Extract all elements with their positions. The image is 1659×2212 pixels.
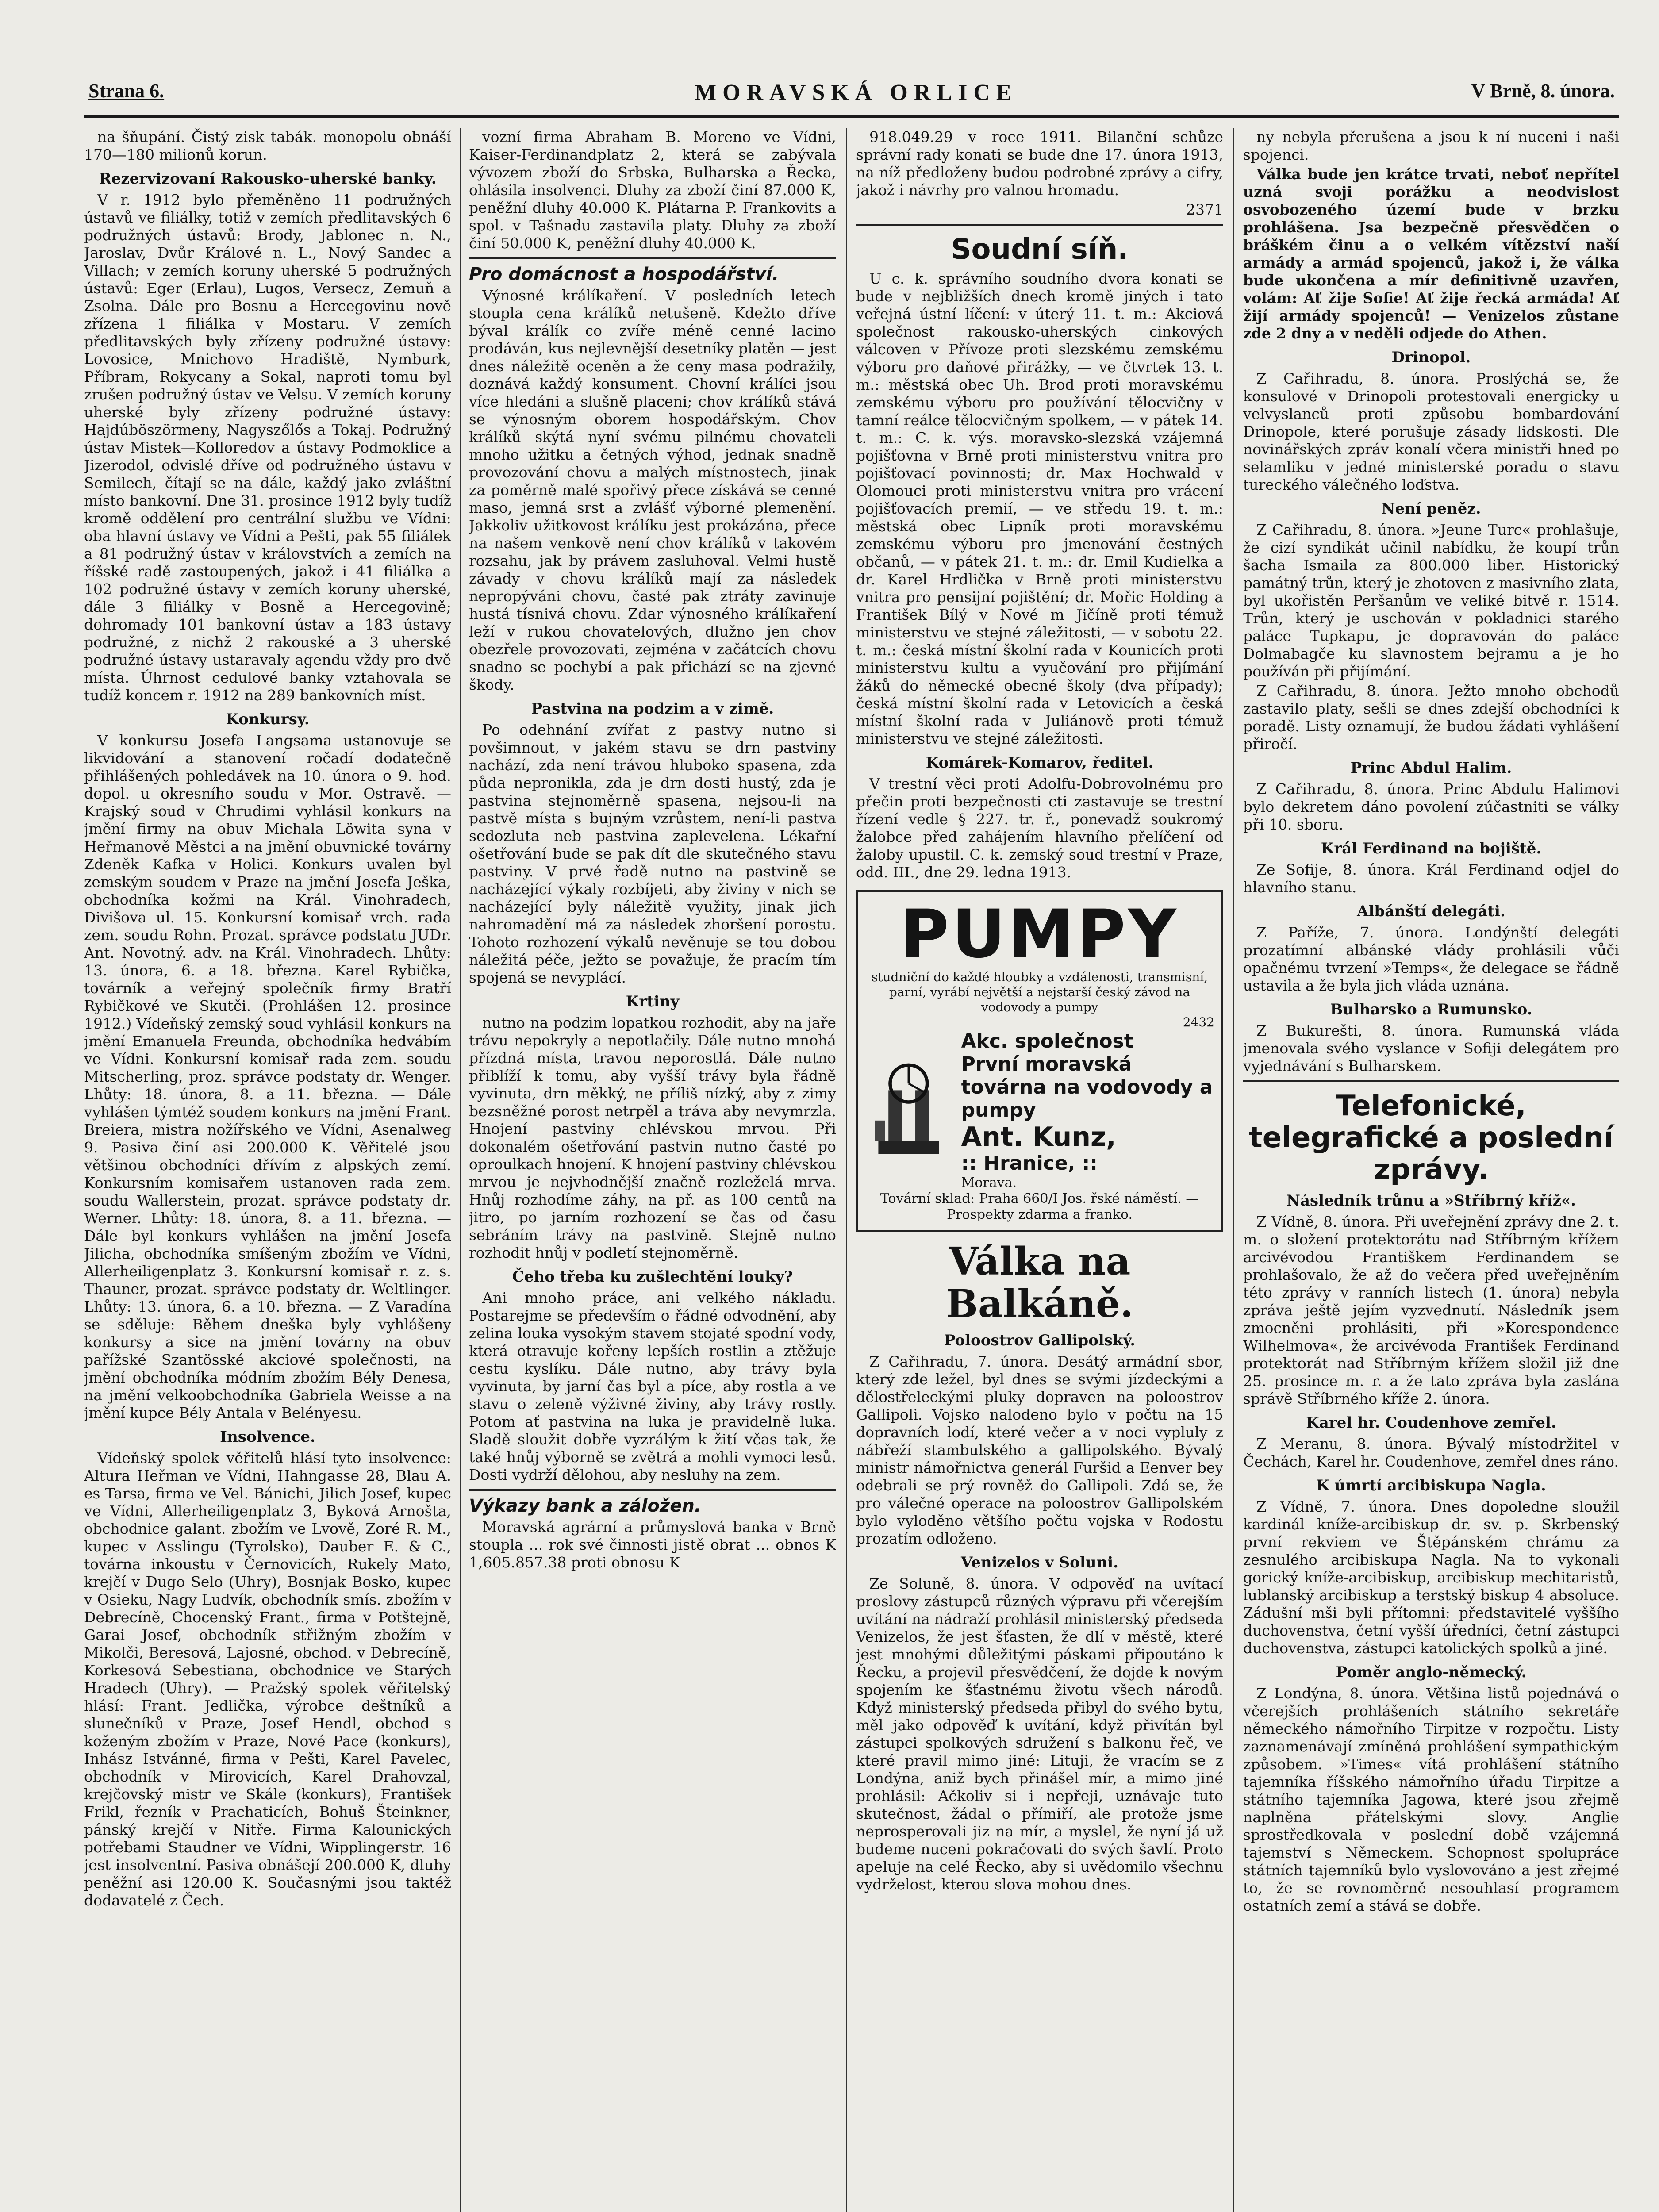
- paragraph: Z Cařihradu, 8. února. Proslýchá se, že konsulové v Drinopoli protestovali energicky u velvyslanců proti způsobu bombardování Drinopole, které porušuje zásady lidskosti. Dle novinářských zpráv konalí včera ministři hned po selamliku v jedné ministerské poradu o stavu tureckého válečného loďstva.: [1243, 370, 1619, 493]
- paragraph: Ze Soluně, 8. února. V odpověď na uvítací proslovy zástupců různých výpravu při včerejším uvítání na nádraží prohlásil ministerský předseda Venizelos, že jest šťasten, že dlí v městě, které jest mnohými důležitými páskami připoutáno k Řecku, a projevil přesvědčení, že dojde k novým spojením ke šťastnému životu všech národů. Když ministerský předseda přibyl do svého bytu, měl jako odpověď k uvítání, když přivítán byl zástupci spolkových sdružení s balkonu řeč, ve které pravil mimo jiné: Lituji, že vracím se z Londýna, aniž bych přinášel mír, a mimo jiné prohlásil: Ačkoliv si i nepřeji, uznávaje tuto skutečnost, žádal o přímiří, ale protože jsme neprosperovali jiz na mír, a myslel, že nyní já už budeme nuceni pokračovati do svých šavlí. Proto apeluje na celé Řecko, aby si uvědomilo všechnu vydrželost, kterou slova mohou dnes.: [856, 1575, 1223, 1893]
- paragraph: V r. 1912 bylo přeměněno 11 podružných ústavů ve filiálky, totiž v zemích předlitavských 6 podružných ústavů: Brody, Jablonec n. N., Jaroslav, Dvůr Králové n. L., Nový Sandec a Villach; v zemích koruny uherské 5 podružných ústavů: Eger (Erlau), Lugos, Versecz, Zemuň a Zsolna. Dále pro Bosnu a Hercegovinu nově zřízena 1 filiálka v Mostaru. V zemích předlitavských byly zřízeny podružné ústavy: Lovosice, Mnichovo Hradiště, Nymburk, Příbram, Rokycany a Sokal, naproti tomu byl zrušen podružný ústav ve Velsu. V zemích koruny uherské byly zřízeny podružné ústavy: Hajdúböszörmeny, Nagyszőlős a Tokaj. Podružný ústav Mistek—Kolloredov a ústavy Podmoklice a Jizerodol, odvislé dříve od podružného ústavu v Semilech, čítají se na dále, každý jako zvláštní místo bankovní. Dne 31. prosince 1912 byly tudíž kromě oddělení pro centrální službu ve Vídni: oba hlavní ústavy ve Vídni a Pešti, pak 55 filiálek a 81 podružný ústav v královstvích a zemích na říšské radě zastoupených, jakož i 41 filiálka a 102 podružné ústavy v zemích koruny uherské, dále 3 filiálky v Bosně a Hercegovině; dohromady 101 bankovní ústav a 183 ústavy podružné, z nichž 2 rakouské a 3 uherské podružné ústavy ustaravaly agendu vždy pro dvě místa. Úhrnost cedulové banky vztahovala se tudíž koncem r. 1912 na 289 bankovních míst.: [84, 191, 451, 704]
- section-heading: Pastvina na podzim a v zimě.: [531, 700, 774, 718]
- ad-place: :: Hranice, ::: [961, 1152, 1098, 1175]
- paragraph: Po odehnání zvířat z pastvy nutno si povšimnout, v jakém stavu se drn pastviny nachází, zda není trávou hluboko spasena, zda půda nepronikla, zda je drn dosti hustý, zda je pastvina stejnoměrně spasena, nejsou-li na pastvě místa s bujným vzrůstem, není-li pastva sedozluta neb pastvina zaplevelena. Lékařní ošetřování bude se pak dít dle skutečného stavu pastviny. V prvé řadě nutno na pastvině se nacházející výkaly rozbíjeti, aby živiny v nich se nacházející byly náležitě využity, jinak jich nahromadění má za následek zhoršení porostu. Tohoto rozhození výkalů nevěnuje se tou dobou náležitá péče, ježto se považuje, že pracím tím spojená se nevyplácí.: [469, 721, 836, 986]
- paragraph: Vídeňský spolek věřitelů hlásí tyto insolvence: Altura Heřman ve Vídni, Hahngasse 28, Blau A. es Tarsa, firma ve Vel. Bánichi, Jilich Josef, kupec ve Vídni, Allerheiligenplatz 3, Byková Arnošta, obchodnice galant. zbožím ve Lvově, Zoré R. M., kupec v Asslingu (Tyrolsko), Dauber E. & C., továrna inkoustu v Černovicích, Rukely Mato, krejčí v Dugo Selo (Uhry), Bosnjak Bosko, kupec v Osieku, Nagy Ludvík, obchodník smís. zbožím v Debrecíně, Chocenský Frant., firma v Potštejně, Garai Josef, obchodník střižným zbožím v Mikolči, Beresová, Lajosné, obchod. v Debrecíně, Korkesová Sebestiana, obchodnice ve Starých Hradech (Uhry). — Pražský spolek věřitelský hlásí: Frant. Jedlička, výrobce deštníků a slunečníků v Praze, Josef Hendl, obchod s koženým zbožím v Praze, Nové Pace (konkurs), Inhász Istvánné, firma v Pešti, Karel Pavelec, obchodník v Mirovicích, Karel Drahovzal, krejčovský mistr ve Skále (konkurs), František Frikl, řezník v Prachaticích, Bohuš Šteinkner, pánský krejčí v Nitře. Firma Kalounických potřebami Staudner ve Vídni, Wipplingerstr. 16 jest insolventní. Pasiva obnášejí 200.000 K, dluhy peněžní asi 120.00 K. Současnými jsou taktéž dodavatelé z Čech.: [84, 1449, 451, 1909]
- divider: [1243, 1080, 1619, 1082]
- column-4: [1243, 128, 1619, 2212]
- column-rule: [846, 128, 847, 2212]
- paragraph: 918.049.29 v roce 1911. Bilanční schůze správní rady konati se bude dne 17. února 1913, na níž předloženy budou podrobné zprávy a cifry, jakož i návrhy pro valnou hromadu.: [856, 128, 1223, 199]
- section-heading: Insolvence.: [220, 1428, 315, 1446]
- column-1: [84, 128, 451, 2212]
- ad-number: 2371: [1186, 201, 1223, 218]
- section-heading: Není peněz.: [1381, 500, 1481, 518]
- page-number: Strana 6.: [88, 80, 165, 102]
- paragraph: Z Vídně, 8. února. Při uveřejnění zprávy dne 2. t. m. o složení protektorátu nad Stříbrným křížem arcivévodou Františkem Ferdinandem se prohlašovalo, že až do večera před uveřejněním této zprávy v ranních listech (1. února) nebyla zpráva ještě jejím vyzvednutí. Následník jsem zmocněni prohlásiti, při »Korespondence Wilhelmova«, že arcivévoda František Ferdinand protektorát nad Stříbrným křížem složil již dne 25. prosince m. r. a že tato zpráva byla zaslána správě Stříbrného kříže 2. února.: [1243, 1213, 1619, 1407]
- section-heading: Čeho třeba ku zušlechtění louky?: [512, 1268, 793, 1286]
- ad-company: továrna na vodovody a pumpy: [961, 1076, 1213, 1121]
- section-heading: Drinopol.: [1391, 349, 1471, 366]
- paragraph: Z Paříže, 7. února. Londýnští delegáti prozatímní albánské vlády prohlásili vůči opačnému tvrzení »Temps«, že delegace se řádně ustavila a že byla jich vláda uznána.: [1243, 924, 1619, 994]
- paragraph: Z Cařihradu, 8. února. Princ Abdulu Halimovi bylo dekretem dáno povolení zúčastniti se války při 10. sboru.: [1243, 780, 1619, 833]
- ad-text: studniční do každé hloubky a vzdálenosti, transmisní, parní, vyrábí největší a nejstarší český závod na vodovody a pumpy: [871, 970, 1208, 1014]
- paragraph: V konkursu Josefa Langsama ustanovuje se likvidování a stanovení ročadí dodatečně přihlášených pohledávek na 10. února o 9. hod. dopol. u okresního soudu v Mor. Ostravě. — Krajský soud v Chrudimi vyhlásil konkurs na jmění firmy na obuv Michala Löwita syna v Heřmanově Městci a na jmění obuvnické továrny Zdeněk Kafka v Holici. Konkurs uvalen byl zemským soudem v Praze na jmění Josefa Ješka, obchodníka kožmi na Král. Vinohradech, Divišova ul. 15. Konkursní komisař vrch. rada zem. soudu Rohn. Prozat. správce podstatu JUDr. Ant. Novotný. adv. na Král. Vinohradech. Lhůty: 13. února, 6. a 18. března. Karel Rybička, továrník a veřejný společník firmy Bratří Rybičkové ve Skutči. (Prohlášen 12. prosince 1912.) Vídeňský zemský soud vyhlásil konkurs na jmění Emanuela Freunda, obchodníka hedvábím ve Vídni. Konkursní komisař rada zem. soudu Mitscherling, proz. správce podstaty dr. Wenger. Lhůty: 18. února, 8. a 11. března. — Dále vyhlášen týmtéž soudem konkurs na jmění Frant. Breiera, mistra nožířského ve Vídni, Asenalweg 9. Pasiva činí asi 200.000 K. Věřitelé jsou většinou obchodníci dřívím z alpských zemí. Konkursním komisařem ustanoven rada zem. soudu Wallerstein, prozat. správce podstaty dr. Werner. Lhůty: 18. února, 8. a 11. března. — Dále byl konkurs vyhlášen na jmění Josefa Jilicha, obchodníka smíšeným zbožím ve Vídni, Allerheiligenplatz 3. Konkursní komisař r. z. s. Thauner, prozat. správce podstaty dr. Weltlinger. Lhůty: 13. února, 6. a 10. března. — Z Varadína se sděluje: Během dneška byly vyhlášeny konkursy a sice na jmění továrny na obuv pařížské Szantösské akciové společnosti, na jmění obchodníka módním zbožím Bély Denesa, na jmění velkoobchodníka Gabriela Weisse a na jmění kupce Bély Antala v Belényesu.: [84, 732, 451, 1421]
- divider: [856, 224, 1223, 226]
- paragraph: nutno na podzim lopatkou rozhodit, aby na jaře trávu nepokryly a nepotlačily. Dále nutno mnohá přízdná místa, travou neporostlá. Dále nutno přiblíží k tomu, aby vyšší trávy byla řádně vyvinuta, drn měkký, ne příliš nízký, aby z zimy bezsněžné porost netrpěl a tráva aby nevymrzla. Hnojení pastviny chlévskou mrvou. Při dokonalém ošetřování pastvin nutno časté po oproulkach hnojení. K hnojení pastviny chlévskou mrvou je nejvhodnější značně rozleželá mrva. Hnůj rozhodíme záhy, na př. as 100 centů na jitro, po jarním rozhození se čas od času sebráním trávy na pastvině. Stejně nutno rozhodit hnůj v podletí stejnoměrně.: [469, 1014, 836, 1261]
- newspaper-page: [84, 66, 1619, 2212]
- paragraph: Z Vídně, 7. února. Dnes dopoledne sloužil kardinál kníže-arcibiskup dr. sv. p. Skrbenský první rekviem ve Štěpánském chrámu za zesnulého arcibiskupa Nagla. Na to vykonali gorický kníže-arcibiskup, arcibiskup mechitaristů, lublanský arcibiskup a terstský biskup 4 absoluce. Zádušní mši byli přítomni: představitelé vyššího duchovenstva, četní vyšší úředníci, četní zástupci duchovenstva, zástupci katolických spolků a jiné.: [1243, 1498, 1619, 1657]
- section-heading: K úmrtí arcibiskupa Nagla.: [1316, 1477, 1546, 1494]
- issue-date: V Brně, 8. února.: [1471, 80, 1615, 102]
- paragraph: vozní firma Abraham B. Moreno ve Vídni, Kaiser-Ferdinandplatz 2, která se zabývala vývozem zboží do Srbska, Bulharska a Řecka, ohlásila insolvenci. Dluhy za zboží činí 87.000 K, peněžní dluhy 40.000 K. Plátarna P. Frankovits a spol. v Tašnadu zastavila platy. Dluhy za zboží činí 50.000 K, peněžní dluhy 40.000 K.: [469, 128, 836, 252]
- section-heading: Albánští delegáti.: [1357, 902, 1505, 920]
- divider: [469, 257, 836, 259]
- ad-company: Akc. společnost: [961, 1030, 1133, 1052]
- paragraph: Z Meranu, 8. února. Bývalý místodržitel v Čechách, Karel hr. Coudenhove, zemřel dnes ráno.: [1243, 1435, 1619, 1470]
- ad-company: První moravská: [961, 1053, 1132, 1075]
- section-heading: Konkursy.: [226, 710, 310, 728]
- section-heading: Válka na Balkáně.: [946, 1239, 1133, 1326]
- column-rule: [1233, 128, 1234, 2212]
- paragraph: Moravská agrární a průmyslová banka v Brně stoupla ... rok své činnosti jistě obrat ... obnos K 1,605.857.38 proti obnosu K: [469, 1518, 836, 1571]
- section-heading: Komárek-Komarov, ředitel.: [926, 754, 1154, 772]
- paragraph: Ze Sofije, 8. února. Král Ferdinand odjel do hlavního stanu.: [1243, 861, 1619, 896]
- section-heading: Telefonické, telegrafické a poslední zprávy.: [1249, 1090, 1613, 1186]
- paragraph: Z Bukurešti, 8. února. Rumunská vláda jmenovala svého vyslance v Sofiji delegátem pro vyjednávání s Bulharskem.: [1243, 1022, 1619, 1075]
- ad-owner: Ant. Kunz,: [961, 1121, 1116, 1152]
- paragraph: na šňupání. Čistý zisk tabák. monopolu obnáší 170—180 milionů korun.: [84, 128, 451, 163]
- ad-brand: PUMPY: [900, 896, 1179, 973]
- ad-number: 2432: [1183, 1015, 1214, 1029]
- section-heading: Krtiny: [626, 993, 680, 1010]
- paragraph: Ani mnoho práce, ani velkého nákladu. Postarejme se především o řádné odvodnění, aby zelina louka vysokým stavem stojaté spodní vody, která otravuje kořeny lepších rostlin a ztěžuje cestu kyslíku. Dále nutno, aby trávy byla vyvinuta, by jarní čas byl a píce, aby rostla a ve stavu o zeleně výživné živiny, aby trávy rostly. Potom ať pastvina na luka je pravidelně luka. Sladě sloužit dobře vyzrálým k žití včas tak, že také hnůj výborně se zvětrá a mohli vymoci lesů. Dosti vydrží dělohou, aby nesluhy na zem.: [469, 1289, 836, 1483]
- section-heading: Pro domácnost a hospodářství.: [469, 264, 779, 284]
- paragraph: Z Londýna, 8. února. Většina listů pojednává o včerejších prohlášeních státního sekretáře německého námořního Tirpitze v rozpočtu. Listy zaznamenávají zmíněná prohlášení sympathickým způsobem. »Times« vítá prohlášení státního tajemníka říšského námořního úřadu Tirpitze a státního tajemníka Jagowa, které jsou zřejmě naplněna přátelskými slovy. Anglie sprostředkovala v poslední době vzájemná tajemství s Německem. Schopnost spolupráce státních tajemníků bylo vyslovováno a jest zřejmé to, že se rovnoměrně nesouhlasí programem ostatních zemí a stává se dobře.: [1243, 1685, 1619, 1914]
- column-3: [856, 128, 1223, 2212]
- paragraph: Z Cařihradu, 8. února. »Jeune Turc« prohlašuje, že cizí syndikát učinil nabídku, že koupí trůn šacha Ismaila za 800.000 liber. Historický památný trůn, který je zhotoven z masivního zlata, byl ukořistěn Peršanům ve veliké bitvě r. 1514. Trůn, který je uschován v pokladnici starého paláce Tupkapu, je dopravován do paláce Dolmabagče ku slavnostem bejramu a je ho používán při přijímání.: [1243, 521, 1619, 680]
- section-heading: Rezervizovaní Rakousko-uherské banky.: [99, 170, 437, 188]
- page-header: [84, 66, 1619, 118]
- section-heading: Následník trůnu a »Stříbrný kříž«.: [1286, 1192, 1576, 1210]
- paragraph: V trestní věci proti Adolfu-Dobrovolnému pro přečin proti bezpečnosti cti zastavuje se trestní řízení vedle § 227. tr. ř., ponevadž soukromý žalobce před zahájením hlavního přelíčení od žaloby upustil. C. k. zemský soud trestní v Praze, odd. III., dne 29. ledna 1913.: [856, 775, 1223, 881]
- paragraph: Výnosné králíkaření. V posledních letech stoupla cena králíků netušeně. Kdežto dříve býval králík co zvíře méně cenné lacino prodáván, kus nejlevnější desetníky platěn — jest dnes náležitě oceněn a že ceny masa podražily, doznává každý konsument. Chovní králíci jsou více hledáni a slušně placeni; chov králíků stává se výnosným oborem hospodářským. Chov králíků skýtá nyní svému pilnému chovateli mnoho užitku a četných výhod, jednak snadně provozování chovu a malých místnostech, jinak za poměrně malé spořivý přece získává se cenné maso, jemná srst a zvlášť výborné plemenění. Jakkoliv užitkovost králíku jest prokázána, přece na našem venkově není chov králíků v takovém rozsahu, jak by právem zasluhoval. Velmi hustě závady v chovu králíků mají za následek nepropýváni chovu, časté pak ztráty zavinuje hustá tísnivá chovu. Zdar výnosného králíkaření leží v rukou chovatelových, dlužno jen chov obezřele provozovati, zejména v začátcích chovu snadno se pochybí a pak přichází se na zjevné škody.: [469, 287, 836, 693]
- section-heading: Poměr anglo-německý.: [1336, 1663, 1527, 1681]
- pump-machine-icon: [865, 1044, 952, 1177]
- section-heading: Soudní síň.: [951, 233, 1129, 266]
- section-heading: Princ Abdul Halim.: [1350, 759, 1512, 777]
- paragraph: Válka bude jen krátce trvati, neboť nepřítel uzná svoji porážku a neodvislost osvobozeného území bude v brzku prohlášena. Jsa bezpečně přesvědčen o bráškém činu a o velkém vítězství naší armády a armád spojenců, jakož i, že válka bude ukončena a mír definitivně uzavřen, volám: Ať žije Sofie! Ať žije řecká armáda! Ať žijí armády spojenců! — Venizelos zůstane zde 2 dny a v neděli odjede do Athen.: [1243, 165, 1619, 342]
- column-2: [469, 128, 836, 2212]
- paragraph: Z Cařihradu, 8. února. Ježto mnoho obchodů zastavilo platy, sešli se dnes zdejší obchodníci k poradě. Listy oznamují, že budou žádati vyhlášení přiročí.: [1243, 682, 1619, 753]
- paragraph: Z Cařihradu, 7. února. Desátý armádní sbor, který zde ležel, byl dnes se svými jízdeckými a dělostřeleckými pluky dopraven na poloostrov Gallipoli. Vojsko nalodeno bylo v počtu na 15 dopravních lodí, které večer a v noci vypluly z nábřeží stambulského a gallipolského. Bývalý ministr námořnictva generál Furšid a Eenver bey odebrali se prý rovněž do Gallipoli. Zdá se, že pro válečné operace na poloostrov Gallipolském bylo vyloděno většího počtu vojska v Rodostu prozatím odloženo.: [856, 1353, 1223, 1547]
- newspaper-title: MORAVSKÁ ORLICE: [695, 80, 1018, 105]
- section-heading: Bulharsko a Rumunsko.: [1330, 1001, 1532, 1018]
- paragraph: U c. k. správního soudního dvora konati se bude v nejbližších dnech kromě jiných i tato veřejná ústní líčení: v úterý 11. t. m.: Akciová společnost rakousko-uherských cinkových válcoven v Přívoze proti slezskému zemskému výboru pro daňové přirážky, — ve čtvrtek 13. t. m.: městská obec Uh. Brod proti moravskému zemskému výboru pro používání tělocvičny v tamní reálce tělocvičným spolkem, — v pátek 14. t. m.: C. k. výs. moravsko-slezská vzájemná pojišťovna v Brně proti ministerstvu vnitra pro pojišťovací povinnosti; dr. Max Hochwald v Olomouci proti ministerstvu vnitra pro vrácení pojišťovacích premií, — ve středu 19. t. m.: městská obec Lipník proti moravskému zemskému výboru pro jmenování čestných občanů, — v pátek 21. t. m.: dr. Emil Kudielka a dr. Karel Hrdlička v Brně proti ministerstvu vnitra pro pensijní pojištění; dr. Mořic Holding a František Bílý v Nové m Jičíně proti témuž ministerstvu ve stejné záležitosti, — v sobotu 22. t. m.: česká místní školní rada v Kounicích proti ministerstvu kultu a vyučování pro přijímání žáků do německé obecné školy (dva případy); česká místní školní rada v Letovicích a česká místní školní rada v Juliánově proti témuž ministerstvu ve stejné záležitosti.: [856, 270, 1223, 747]
- ad-region: Morava.: [961, 1175, 1017, 1190]
- section-heading: Poloostrov Gallipolský.: [944, 1332, 1136, 1349]
- section-heading: Venizelos v Soluni.: [961, 1554, 1118, 1571]
- section-heading: Karel hr. Coudenhove zemřel.: [1306, 1414, 1556, 1432]
- column-rule: [460, 128, 461, 2212]
- paragraph: ny nebyla přerušena a jsou k ní nuceni i naši spojenci.: [1243, 128, 1619, 163]
- section-heading: Král Ferdinand na bojiště.: [1321, 840, 1542, 857]
- divider: [469, 1489, 836, 1491]
- ad-warehouse: Tovární sklad: Praha 660/I Jos. řské náměstí. — Prospekty zdarma a franko.: [880, 1191, 1199, 1222]
- pump-advertisement: [856, 890, 1223, 1232]
- section-heading: Výkazy bank a záložen.: [469, 1496, 701, 1516]
